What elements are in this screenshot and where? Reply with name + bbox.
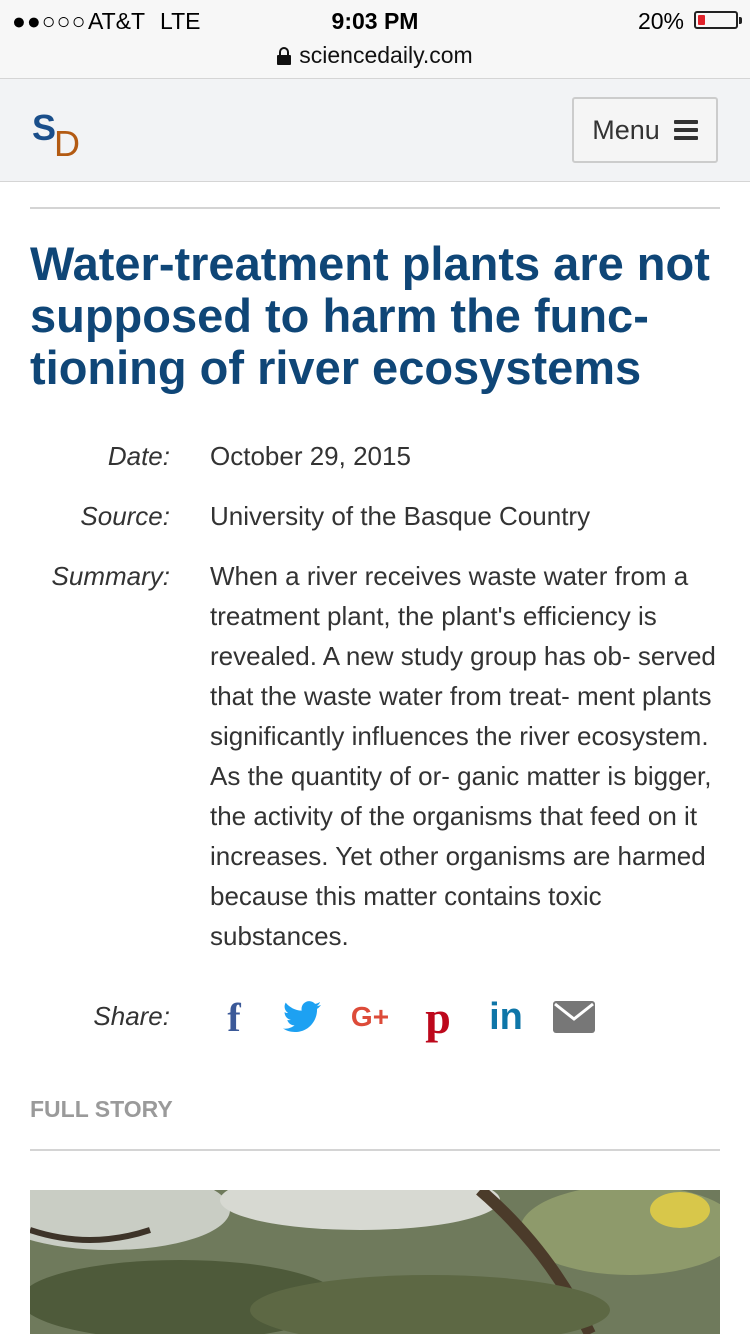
- linkedin-icon[interactable]: in: [489, 995, 523, 1038]
- lock-icon: [277, 47, 291, 65]
- sciencedaily-logo[interactable]: [30, 103, 90, 163]
- google-plus-icon[interactable]: G+: [350, 1001, 390, 1032]
- article-source: University of the Basque Country: [210, 501, 591, 531]
- full-story-heading: FULL STORY: [30, 1096, 173, 1122]
- status-time: 9:03 PM: [331, 8, 419, 34]
- signal-strength-icon: ●●○○○: [12, 8, 87, 34]
- divider: [30, 207, 720, 209]
- article-date: October 29, 2015: [210, 441, 411, 471]
- twitter-icon[interactable]: [282, 992, 322, 1042]
- date-label: Date:: [107, 441, 170, 471]
- battery-icon: [694, 11, 738, 29]
- address-bar[interactable]: [0, 42, 750, 78]
- menu-button[interactable]: [572, 97, 718, 163]
- carrier-name: AT&T: [88, 8, 146, 34]
- battery-percentage: 20%: [637, 8, 684, 34]
- menu-label: Menu: [592, 114, 660, 145]
- story-image: [30, 1190, 720, 1334]
- source-label: Source:: [80, 501, 170, 531]
- article-headline: Water-treatment plants are not supposed to harm the func- tioning of river ecosystems: [30, 237, 710, 394]
- logo-letter-d: D: [54, 123, 80, 164]
- hamburger-icon: [674, 120, 698, 140]
- share-label: Share:: [93, 1001, 170, 1031]
- site-header: [0, 78, 750, 182]
- pinterest-icon[interactable]: p: [425, 991, 451, 1043]
- summary-label: Summary:: [51, 561, 170, 591]
- email-icon[interactable]: [552, 992, 596, 1042]
- divider: [30, 1149, 720, 1151]
- article-summary: When a river receives waste water from a treatment plant, the plant's efficiency is revealed. A new study group has ob- served that the waste water from treat- ment plants significantly influences the river ecosystem. As the quantity of or- ganic matter is bigger, the activity of the organisms that feed on it increases. Yet other organisms are harmed because this matter contains toxic substances.: [210, 561, 716, 951]
- network-type: LTE: [160, 8, 201, 34]
- url-text[interactable]: sciencedaily.com: [299, 42, 473, 68]
- status-bar: [0, 0, 750, 42]
- logo-letter-s: S: [32, 107, 57, 148]
- facebook-icon[interactable]: f: [227, 994, 241, 1040]
